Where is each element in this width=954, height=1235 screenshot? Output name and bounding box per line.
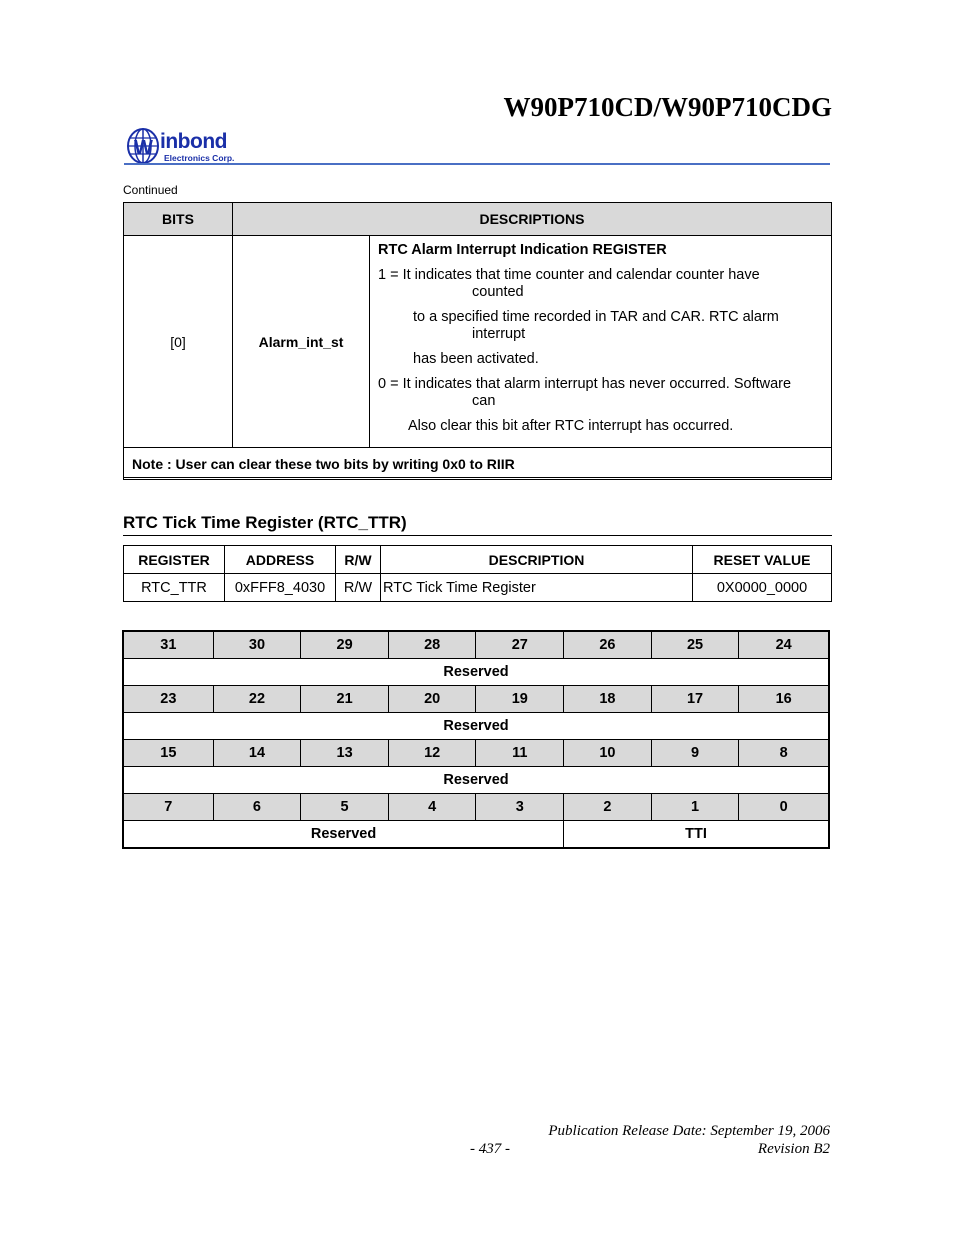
bit-number: 30 (213, 631, 301, 659)
bit-field: Reserved (123, 821, 564, 849)
description-line: to a specified time recorded in TAR and CAR. RTC alarm interrupt (413, 309, 779, 342)
bit-number: 3 (476, 794, 564, 821)
bit-number: 10 (564, 740, 652, 767)
bit-number: 24 (739, 631, 829, 659)
bit-number: 18 (564, 686, 652, 713)
bit-number: 5 (301, 794, 389, 821)
description-line: Also clear this bit after RTC interrupt has occurred. (408, 418, 734, 434)
bit-number: 2 (564, 794, 652, 821)
register-header: REGISTER (124, 546, 225, 574)
reset-value-header: RESET VALUE (693, 546, 832, 574)
bit-number: 6 (213, 794, 301, 821)
bit-number: 19 (476, 686, 564, 713)
winbond-logo (126, 126, 256, 166)
bit-number: 27 (476, 631, 564, 659)
rw-header: R/W (336, 546, 381, 574)
bit-number: 4 (388, 794, 476, 821)
bit-number: 8 (739, 740, 829, 767)
description-line: 1 = It indicates that time counter and calendar counter have counted (378, 267, 760, 300)
bit-layout-table (122, 630, 830, 849)
bit-field: Reserved (123, 767, 829, 794)
bit-number: 13 (301, 740, 389, 767)
bit-number: 14 (213, 740, 301, 767)
address-cell: 0xFFF8_4030 (225, 574, 336, 602)
document-title: W90P710CD/W90P710CDG (503, 92, 832, 122)
table-double-rule (123, 477, 832, 478)
logo-wordmark: inbond (160, 130, 227, 153)
bit-number: 17 (651, 686, 739, 713)
description-header: DESCRIPTION (381, 546, 693, 574)
section-title: RTC Tick Time Register (RTC_TTR) (123, 513, 407, 532)
bits-header: BITS (124, 203, 233, 236)
footer-release-date: Publication Release Date: September 19, 2006 (548, 1123, 830, 1139)
header-rule (124, 163, 830, 165)
field-name-cell: Alarm_int_st (233, 236, 370, 448)
bit-number: 28 (388, 631, 476, 659)
bit-number: 15 (123, 740, 213, 767)
bit-field-tti: TTI (564, 821, 829, 849)
continued-label: Continued (123, 183, 178, 197)
bit-number: 16 (739, 686, 829, 713)
bit-number: 26 (564, 631, 652, 659)
description-line: has been activated. (413, 351, 539, 367)
globe-icon (126, 126, 160, 166)
description-cell: RTC Tick Time Register (381, 574, 693, 602)
descriptions-header: DESCRIPTIONS (233, 203, 832, 236)
bit-field: Reserved (123, 659, 829, 686)
description-line: 0 = It indicates that alarm interrupt has never occurred. Software can (378, 376, 792, 409)
bit-number: 9 (651, 740, 739, 767)
bit-field: Reserved (123, 713, 829, 740)
bit-number: 22 (213, 686, 301, 713)
bit-number: 7 (123, 794, 213, 821)
bit-number: 0 (739, 794, 829, 821)
bit-number: 1 (651, 794, 739, 821)
bit-number: 31 (123, 631, 213, 659)
svg-text:W: W (134, 137, 153, 159)
rw-cell: R/W (336, 574, 381, 602)
bit-number: 29 (301, 631, 389, 659)
address-header: ADDRESS (225, 546, 336, 574)
register-table (123, 545, 832, 602)
bit-number: 11 (476, 740, 564, 767)
bit-number: 23 (123, 686, 213, 713)
footer-revision: Revision B2 (757, 1141, 830, 1157)
field-description-cell (370, 236, 832, 448)
bit-number: 12 (388, 740, 476, 767)
register-cell: RTC_TTR (124, 574, 225, 602)
reset-value-cell: 0X0000_0000 (693, 574, 832, 602)
note-cell: Note : User can clear these two bits by writing 0x0 to RIIR (124, 448, 832, 480)
description-heading: RTC Alarm Interrupt Indication REGISTER (378, 242, 667, 258)
section-rule (123, 535, 832, 536)
footer-page-number: - 437 - (470, 1141, 510, 1157)
logo-subtitle: Electronics Corp. (164, 153, 235, 163)
bit-number: 20 (388, 686, 476, 713)
bit-number: 25 (651, 631, 739, 659)
bit-description-table (123, 202, 832, 480)
bit-range-cell: [0] (124, 236, 233, 448)
bit-number: 21 (301, 686, 389, 713)
